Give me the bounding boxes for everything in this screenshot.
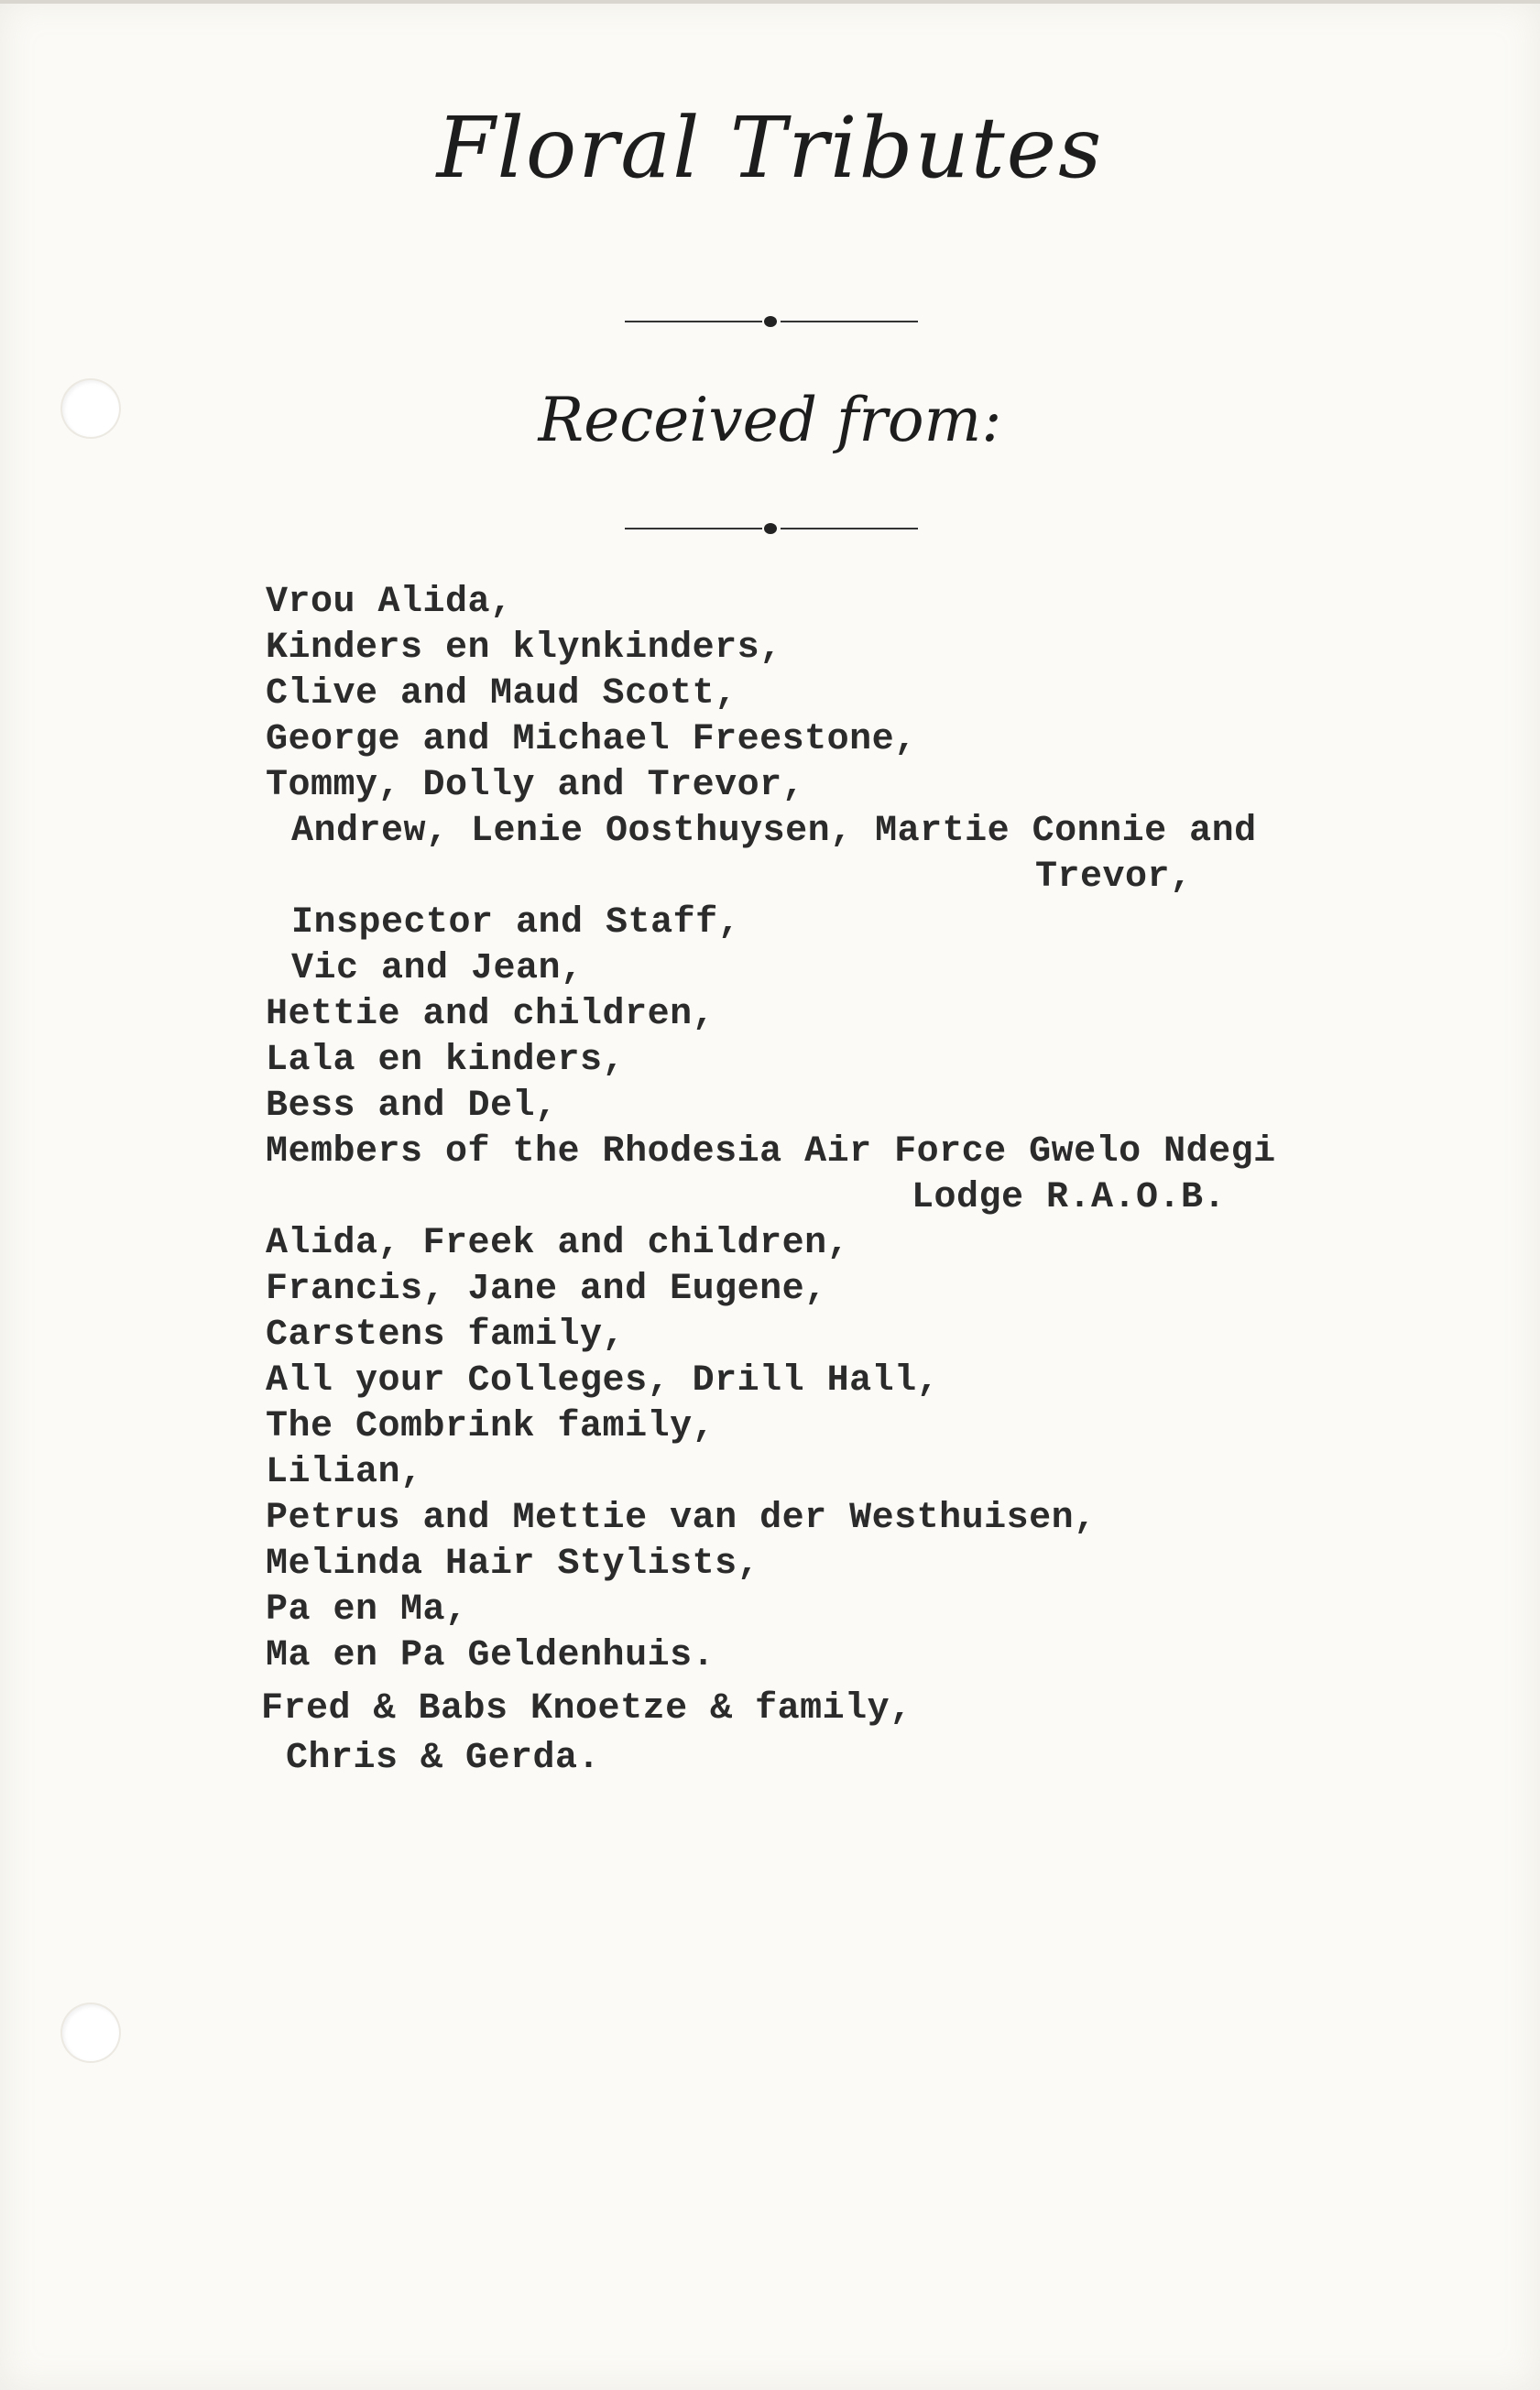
tribute-entry: Inspector and Staff, xyxy=(291,902,741,944)
tribute-entry: Tommy, Dolly and Trevor, xyxy=(266,765,805,806)
tribute-entry: Vrou Alida, xyxy=(266,582,513,623)
tribute-entry: Pa en Ma, xyxy=(266,1589,468,1631)
tribute-entry-continuation: Lodge R.A.O.B. xyxy=(912,1177,1227,1218)
tribute-entry: Fred & Babs Knoetze & family, xyxy=(261,1688,912,1730)
tribute-entry: Hettie and children, xyxy=(266,994,715,1035)
tribute-entry: Kinders en klynkinders, xyxy=(266,628,782,669)
tribute-entry: The Combrink family, xyxy=(266,1406,715,1447)
tribute-entry: Francis, Jane and Eugene, xyxy=(266,1269,827,1310)
tribute-entry: Andrew, Lenie Oosthuysen, Martie Connie and xyxy=(291,811,1257,852)
tribute-entry: Lilian, xyxy=(266,1452,423,1493)
tribute-entry: George and Michael Freestone, xyxy=(266,719,917,760)
tribute-entry: Vic and Jean, xyxy=(291,948,584,989)
tribute-entry: Carstens family, xyxy=(266,1315,626,1356)
tribute-entry-continuation: Trevor, xyxy=(1035,857,1193,898)
tribute-entry: Ma en Pa Geldenhuis. xyxy=(266,1635,715,1676)
tribute-entry: Chris & Gerda. xyxy=(286,1738,601,1779)
page-title: Floral Tributes xyxy=(436,99,1104,197)
tribute-entry: Alida, Freek and children, xyxy=(266,1223,850,1264)
tribute-entry: Members of the Rhodesia Air Force Gwelo Ndegi xyxy=(266,1131,1276,1173)
tribute-entry: Clive and Maud Scott, xyxy=(266,673,737,715)
tribute-entry: Lala en kinders, xyxy=(266,1040,626,1081)
tribute-entry: All your Colleges, Drill Hall, xyxy=(266,1360,940,1402)
tribute-entry: Petrus and Mettie van der Westhuisen, xyxy=(266,1498,1097,1539)
page-subtitle: Received from: xyxy=(538,385,1002,455)
tribute-entry: Melinda Hair Stylists, xyxy=(266,1544,760,1585)
tribute-entry: Bess and Del, xyxy=(266,1086,558,1127)
